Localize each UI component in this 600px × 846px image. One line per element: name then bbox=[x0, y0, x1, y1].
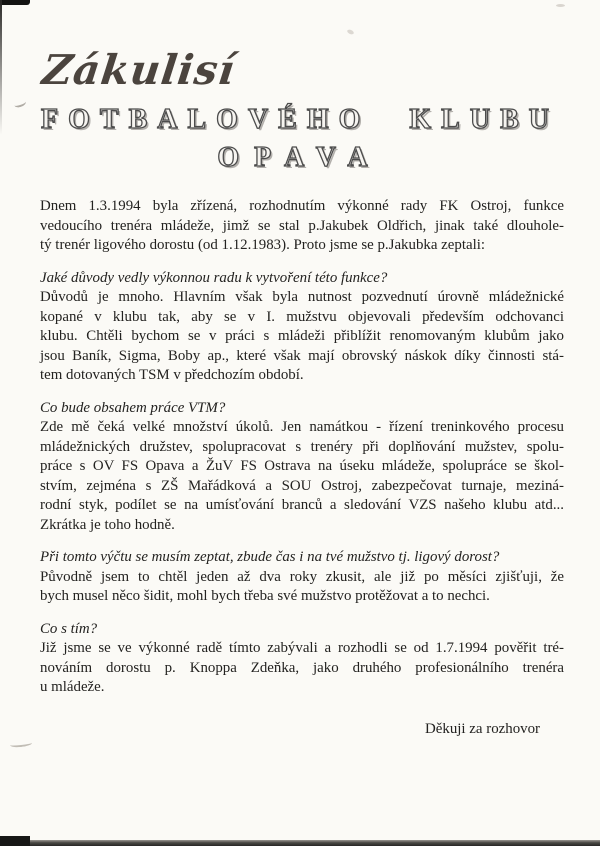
text-line: vedoucího trenéra mládeže, jimž se stal p.Jakubek Oldřich, jinak také dlouhole- bbox=[40, 217, 564, 234]
question-2: Co bude obsahem práce VTM? bbox=[40, 399, 226, 416]
scan-artifact-speck-top-center bbox=[346, 29, 354, 36]
text-line: nováním dorostu p. Knoppa Zdeňka, jako druhého profesionálního trenéra bbox=[40, 659, 564, 676]
interview-article bbox=[40, 197, 564, 739]
text-line: práce s OV FS Opava a ŽuV FS Ostrava na úseku mládeže, spolupráce se škol- bbox=[40, 458, 564, 474]
scan-artifact-bottom-edge-band bbox=[0, 840, 600, 846]
qa-section-1 bbox=[40, 269, 564, 386]
text-line: tý trenér ligového dorostu (od 1.12.1983). Proto jsme se p.Jakubka zeptali: bbox=[40, 237, 485, 253]
text-line: Již jsme se ve výkonné radě tímto zabývali a rozhodli se od 1.7.1994 pověřit tré- bbox=[40, 640, 564, 656]
qa-section-2 bbox=[40, 399, 564, 536]
text-line: Původně jsem to chtěl jeden až dva roky zkusit, ale již po měsíci zjišťuji, že bbox=[40, 568, 564, 585]
text-line: stvím, zejména s ZŠ Mařádková a SOU Ostroj, zabezpečovat turnaje, meziná- bbox=[40, 477, 564, 494]
closing-thanks: Děkuji za rozhovor bbox=[425, 720, 540, 737]
scan-artifact-top-left-corner bbox=[0, 0, 30, 5]
text-line: jsou Baník, Sigma, Boby ap., které však mají obrovský náskok díky činnosti stá- bbox=[40, 347, 564, 364]
question-1: Jaké důvody vedly výkonnou radu k vytvoření této funkce? bbox=[40, 269, 388, 286]
text-line: Důvodů je mnoho. Hlavním však byla nutnost pozvednutí úrovně mládežnické bbox=[40, 289, 564, 305]
question-4: Co s tím? bbox=[40, 620, 98, 637]
text-line: klubu. Chtěli bychom se v práci s mládeži přiblížit renomovaným klubům jako bbox=[40, 328, 564, 344]
text-line: u mládeže. bbox=[40, 679, 105, 695]
qa-section-3 bbox=[40, 548, 564, 607]
text-line: Zde mě čeká velké množství úkolů. Jen namátkou - řízení treninkového procesu bbox=[40, 419, 564, 435]
text-line: bych musel něco šidit, mohl bych třeba své mužstvo protěžovat a to nechci. bbox=[40, 588, 490, 604]
text-line: tem dotovaných TSM v předchozím období. bbox=[40, 367, 304, 383]
masthead bbox=[0, 46, 600, 173]
intro-paragraph bbox=[40, 197, 564, 256]
text-line: Zkrátka je toho hodně. bbox=[40, 516, 175, 533]
answer-2 bbox=[40, 418, 564, 535]
text-line: kopané v klubu tak, aby se v I. mužstvu objevovali především odchovanci bbox=[40, 308, 564, 325]
text-line: mládežnických družstev, spolupracovat s trenéry při doplňování mužstev, spolu- bbox=[40, 438, 564, 455]
scan-artifact-bottom-left-corner bbox=[0, 836, 30, 846]
scan-artifact-smudge-lower-left bbox=[10, 740, 33, 748]
text-line: Dnem 1.3.1994 byla zřízená, rozhodnutím výkonné rady FK Ostroj, funkce bbox=[40, 198, 564, 214]
answer-4 bbox=[40, 639, 564, 698]
scan-artifact-speck-top-right bbox=[556, 4, 565, 7]
question-3: Při tomto výčtu se musím zeptat, zbude čas i na tvé mužstvo tj. ligový dorost? bbox=[40, 549, 500, 565]
qa-section-4 bbox=[40, 620, 564, 698]
masthead-club-title-line2: OPAVA bbox=[217, 142, 383, 173]
masthead-club-title-line1: FOTBALOVÉHO KLUBU bbox=[41, 104, 559, 135]
answer-1 bbox=[40, 288, 564, 386]
masthead-script-title: Zákulisí bbox=[39, 46, 239, 94]
answer-3 bbox=[40, 568, 564, 607]
text-line: rodní styk, podílet se na umísťování branců a sledování VZS našeho klubu atd... bbox=[40, 497, 564, 513]
